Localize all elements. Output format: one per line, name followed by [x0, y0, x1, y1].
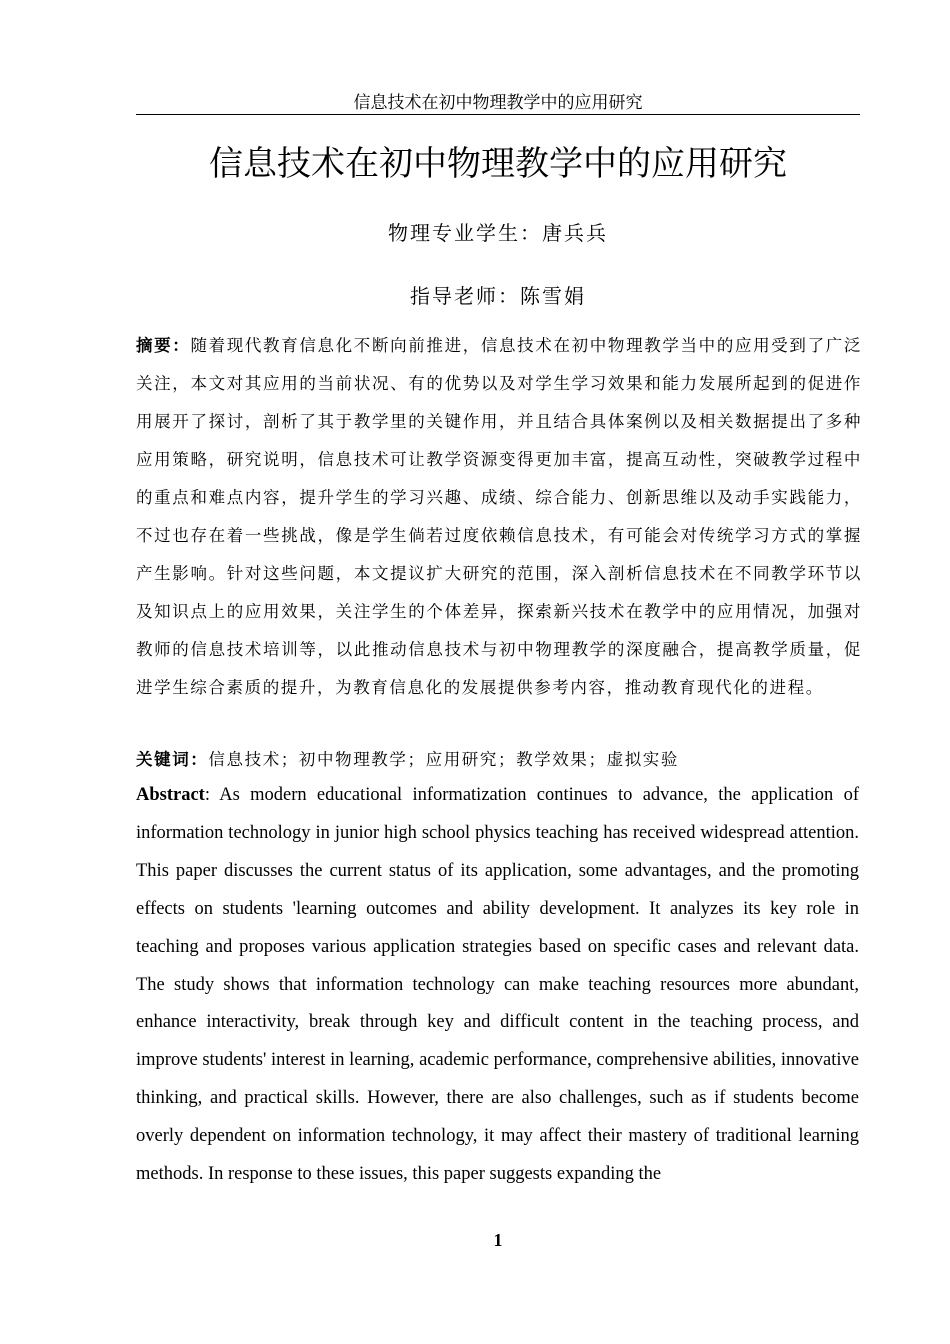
running-header: 信息技术在初中物理教学中的应用研究 [353, 93, 643, 113]
english-abstract-text: : As modern educational informatization continues to advance, the application of information technology in junior high school physics teaching has received widespread attention. This paper discusses the current status of its application, some advantages, and the promoting effects on students 'learning outcomes and ability development. It analyzes its key role in teaching and proposes various application strategies based on specific cases and relevant data. The study shows that information technology can make teaching resources more abundant, enhance interactivity, break through key and difficult content in the teaching process, and improve students' interest in learning, academic performance, comprehensive abilities, innovative thinking, and practical skills. However, there are also challenges, such as if students become overly dependent on information technology, it may affect their mastery of traditional learning methods. In response to these issues, this paper suggests expanding the [136, 785, 859, 1185]
header-rule [136, 114, 860, 115]
english-abstract-label: Abstract [136, 785, 205, 805]
advisor-author: 指导老师：陈雪娟 [410, 284, 586, 308]
paper-title: 信息技术在初中物理教学中的应用研究 [209, 144, 787, 184]
chinese-keywords-label: 关键词： [136, 750, 209, 769]
chinese-keywords-text: 信息技术；初中物理教学；应用研究；教学效果；虚拟实验 [208, 750, 680, 769]
chinese-keywords [136, 741, 862, 779]
chinese-abstract [136, 327, 862, 707]
page-number: 1 [493, 1230, 503, 1250]
student-author: 物理专业学生：唐兵兵 [388, 221, 608, 245]
chinese-abstract-label: 摘要： [136, 336, 191, 355]
chinese-abstract-text: 随着现代教育信息化不断向前推进，信息技术在初中物理教学当中的应用受到了广泛关注，本文对其应用的当前状况、有的优势以及对学生学习效果和能力发展所起到的促进作用展开了探讨，剖析了其于教学里的关键作用，并且结合具体案例以及相关数据提出了多种应用策略，研究说明，信息技术可让教学资源变得更加丰富，提高互动性，突破教学过程中的重点和难点内容，提升学生的学习兴趣、成绩、综合能力、创新思维以及动手实践能力，不过也存在着一些挑战，像是学生倘若过度依赖信息技术，有可能会对传统学习方式的掌握产生影响。针对这些问题，本文提议扩大研究的范围，深入剖析信息技术在不同教学环节以及知识点上的应用效果，关注学生的个体差异，探索新兴技术在教学中的应用情况，加强对教师的信息技术培训等，以此推动信息技术与初中物理教学的深度融合，提高教学质量，促进学生综合素质的提升，为教育信息化的发展提供参考内容，推动教育现代化的进程。 [136, 336, 862, 697]
english-abstract [136, 777, 859, 1194]
